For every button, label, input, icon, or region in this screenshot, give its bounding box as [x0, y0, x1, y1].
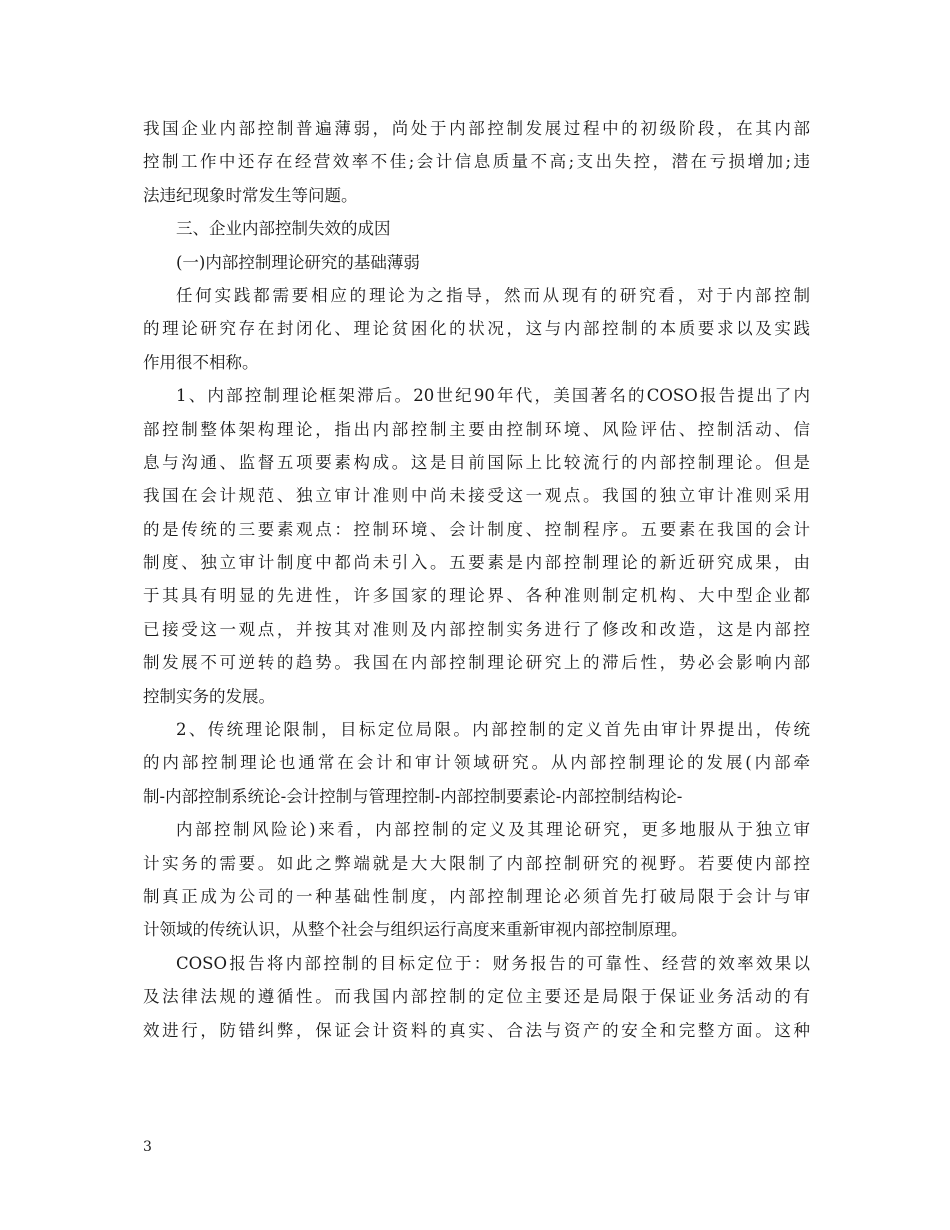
text-line: 我国在会计规范、独立审计准则中尚未接受这一观点。我国的独立审计准则采用	[143, 486, 810, 506]
text-line: 的内部控制理论也通常在会计和审计领域研究。从内部控制理论的发展(内部牵	[143, 753, 810, 773]
text-line: 计领域的传统认识，从整个社会与组织运行高度来重新审视内部控制原理。	[143, 920, 688, 940]
text-line: 控制实务的发展。	[143, 686, 275, 706]
text-line: (一)内部控制理论研究的基础薄弱	[176, 252, 420, 272]
text-line: 已接受这一观点，并按其对准则及内部控制实务进行了修改和改造，这是内部控	[143, 619, 810, 639]
text-line: 的是传统的三要素观点：控制环境、会计制度、控制程序。五要素在我国的会计	[143, 519, 810, 539]
text-line: 1、内部控制理论框架滞后。20世纪90年代，美国著名的COSO报告提出了内	[176, 386, 810, 406]
text-line: COSO报告将内部控制的目标定位于：财务报告的可靠性、经营的效率效果以	[176, 953, 810, 973]
text-line: 作用很不相称。	[143, 352, 259, 372]
text-line: 计实务的需要。如此之弊端就是大大限制了内部控制研究的视野。若要使内部控	[143, 853, 810, 873]
page-number: 3	[143, 1139, 152, 1155]
text-line: 三、企业内部控制失效的成因	[176, 219, 391, 239]
text-line: 及法律法规的遵循性。而我国内部控制的定位主要还是局限于保证业务活动的有	[143, 987, 810, 1007]
text-line: 我国企业内部控制普遍薄弱，尚处于内部控制发展过程中的初级阶段，在其内部	[143, 119, 810, 138]
text-line: 制真正成为公司的一种基础性制度，内部控制理论必须首先打破局限于会计与审	[143, 886, 810, 906]
text-line: 制-内部控制系统论-会计控制与管理控制-内部控制要素论-内部控制结构论-	[143, 786, 683, 806]
text-line: 于其具有明显的先进性，许多国家的理论界、各种准则制定机构、大中型企业都	[143, 586, 810, 606]
text-line: 内部控制风险论)来看，内部控制的定义及其理论研究，更多地服从于独立审	[176, 820, 810, 840]
text-line: 部控制整体架构理论，指出内部控制主要由控制环境、风险评估、控制活动、信	[143, 419, 810, 439]
text-line: 的理论研究存在封闭化、理论贫困化的状况，这与内部控制的本质要求以及实践	[143, 319, 810, 339]
text-line: 任何实践都需要相应的理论为之指导，然而从现有的研究看，对于内部控制	[176, 285, 810, 305]
text-line: 息与沟通、监督五项要素构成。这是目前国际上比较流行的内部控制理论。但是	[143, 452, 810, 472]
text-line: 制发展不可逆转的趋势。我国在内部控制理论研究上的滞后性，势必会影响内部	[143, 653, 810, 673]
text-line: 控制工作中还存在经营效率不佳;会计信息质量不高;支出失控，潜在亏损增加;违	[143, 152, 810, 172]
text-line: 法违纪现象时常发生等问题。	[143, 185, 358, 205]
body-text	[143, 112, 810, 1047]
text-line: 制度、独立审计制度中都尚未引入。五要素是内部控制理论的新近研究成果，由	[143, 553, 810, 573]
text-line: 效进行，防错纠弊，保证会计资料的真实、合法与资产的安全和完整方面。这种	[143, 1020, 810, 1040]
text-line: 2、传统理论限制，目标定位局限。内部控制的定义首先由审计界提出，传统	[176, 720, 810, 740]
